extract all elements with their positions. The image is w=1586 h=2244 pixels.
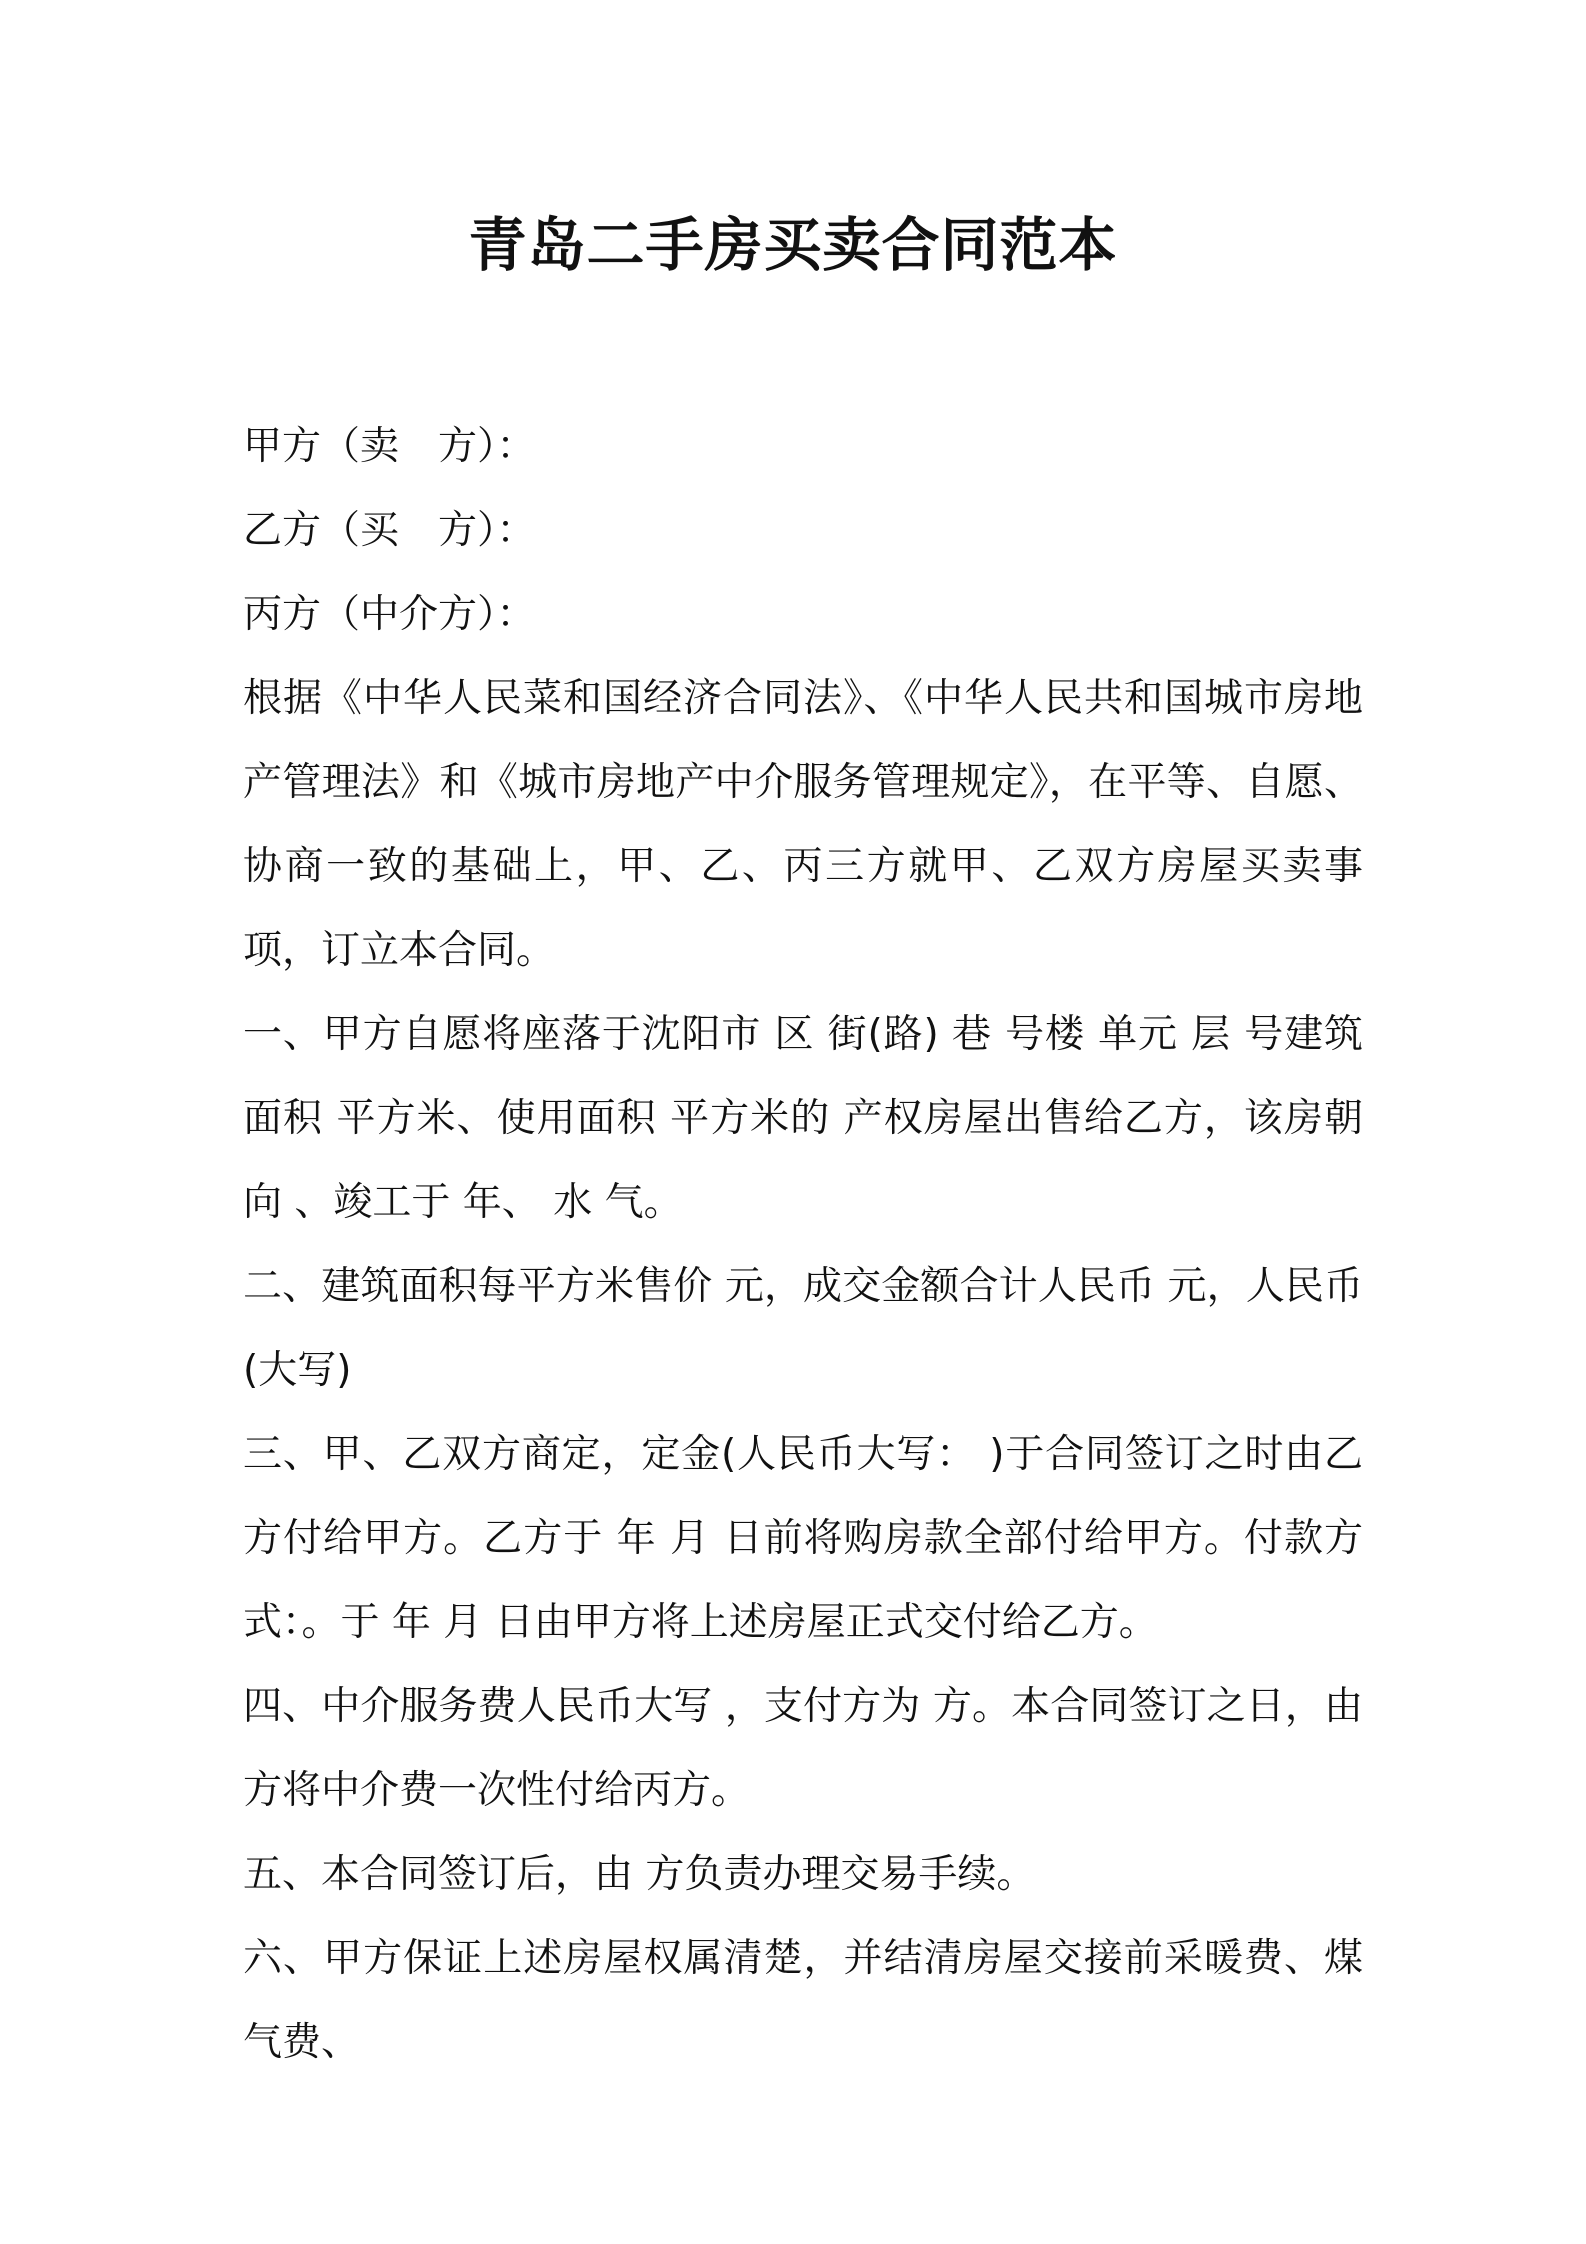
- clause-1: 一、甲方自愿将座落于沈阳市 区 街(路) 巷 号楼 单元 层 号建筑面积 平方米、使用面积 平方米的 产权房屋出售给乙方，该房朝向 、竣工于 年、 水 气。: [243, 1012, 1363, 1225]
- clause-5: 五、本合同签订后，由 方负责办理交易手续。: [243, 1852, 1036, 1897]
- clause-6: 六、甲方保证上述房屋权属清楚，并结清房屋交接前采暖费、煤气费、: [243, 1936, 1363, 2065]
- party-a-line: 甲方（卖 方）：: [243, 424, 536, 469]
- clause-3: 三、甲、乙双方商定，定金(人民币大写： )于合同签订之时由乙方付给甲方。乙方于 年 月 日前将购房款全部付给甲方。付款方式：。于 年 月 日由甲方将上述房屋正式交付给乙方。: [243, 1432, 1363, 1645]
- party-c-line: 丙方（中介方）：: [243, 592, 536, 637]
- document-title: 青岛二手房买卖合同范本: [468, 211, 1118, 279]
- party-b-line: 乙方（买 方）：: [243, 508, 536, 553]
- clause-2: 二、建筑面积每平方米售价 元，成交金额合计人民币 元，人民币(大写): [243, 1264, 1363, 1393]
- clause-4: 四、中介服务费人民币大写 ，支付方为 方。本合同签订之日，由 方将中介费一次性付给丙方。: [243, 1684, 1376, 1813]
- preamble-paragraph: 根据《中华人民菜和国经济合同法》、《中华人民共和国城市房地产管理法》和《城市房地产中介服务管理规定》，在平等、自愿、协商一致的基础上，甲、乙、丙三方就甲、乙双方房屋买卖事项，订立本合同。: [243, 676, 1363, 973]
- document-body: [243, 405, 1376, 2085]
